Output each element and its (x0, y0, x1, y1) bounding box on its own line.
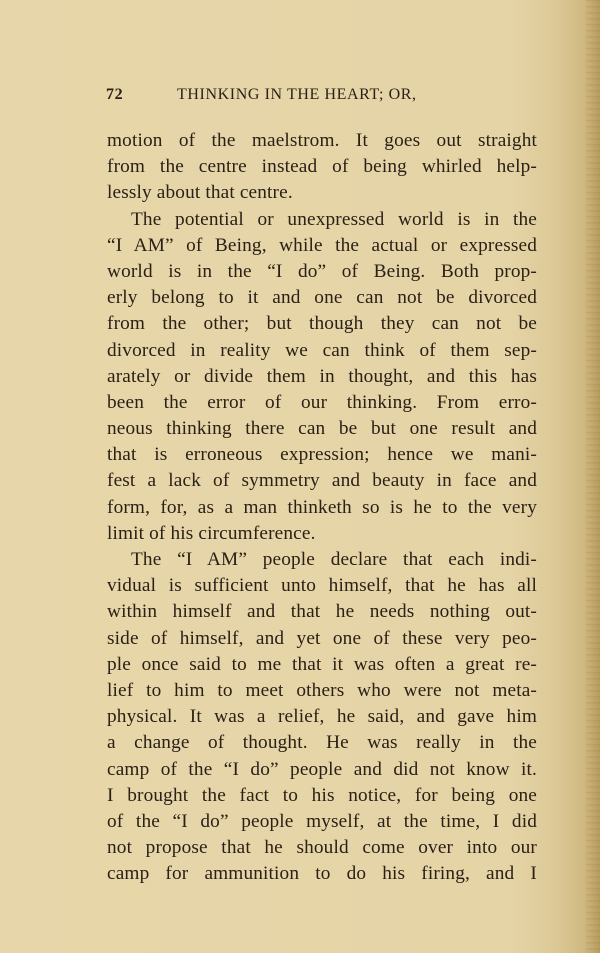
text-line: The potential or unexpressed world is in the (131, 208, 537, 230)
text-line: physical. It was a relief, he said, and gave him (107, 706, 537, 728)
text-line: been the error of our thinking. From erro- (107, 391, 537, 413)
text-line: neous thinking there can be but one result and (107, 418, 537, 440)
text-line: within himself and that he needs nothing out- (107, 601, 537, 623)
text-line: lessly about that centre. (107, 182, 293, 204)
text-line: vidual is sufficient unto himself, that he has all (107, 575, 537, 597)
text-line: camp of the “I do” people and did not know it. (107, 758, 537, 780)
text-line: that is erroneous expression; hence we mani- (107, 444, 537, 466)
page-number: 72 (106, 86, 124, 103)
text-line: I brought the fact to his notice, for being one (107, 784, 537, 806)
text-line: not propose that he should come over into our (107, 837, 537, 859)
text-line: form, for, as a man thinketh so is he to the very (107, 496, 537, 518)
text-line: “I AM” of Being, while the actual or expressed (107, 234, 537, 256)
text-line: ple once said to me that it was often a great re- (107, 653, 537, 675)
text-line: lief to him to meet others who were not meta- (107, 679, 537, 701)
text-line: divorced in reality we can think of them sep- (107, 339, 537, 361)
text-line: a change of thought. He was really in the (107, 732, 537, 754)
text-line: from the other; but though they can not be (107, 313, 537, 335)
page-edge (586, 0, 600, 953)
text-line: from the centre instead of being whirled help- (107, 156, 537, 178)
running-head (106, 86, 538, 110)
text-line: camp for ammunition to do his firing, and I (107, 863, 537, 885)
text-line: erly belong to it and one can not be divorced (107, 287, 537, 309)
text-line: fest a lack of symmetry and beauty in face and (107, 470, 537, 492)
text-line: The “I AM” people declare that each indi- (131, 549, 537, 570)
text-line: world is in the “I do” of Being. Both prop- (107, 260, 537, 282)
running-title: THINKING IN THE HEART; OR, (177, 86, 417, 103)
body-text (107, 128, 537, 887)
text-line: side of himself, and yet one of these very peo- (107, 627, 537, 649)
text-line: arately or divide them in thought, and this has (107, 365, 537, 387)
text-line: limit of his circumference. (107, 522, 316, 544)
text-line: of the “I do” people myself, at the time, I did (107, 810, 537, 832)
text-line: motion of the maelstrom. It goes out straight (107, 130, 537, 151)
